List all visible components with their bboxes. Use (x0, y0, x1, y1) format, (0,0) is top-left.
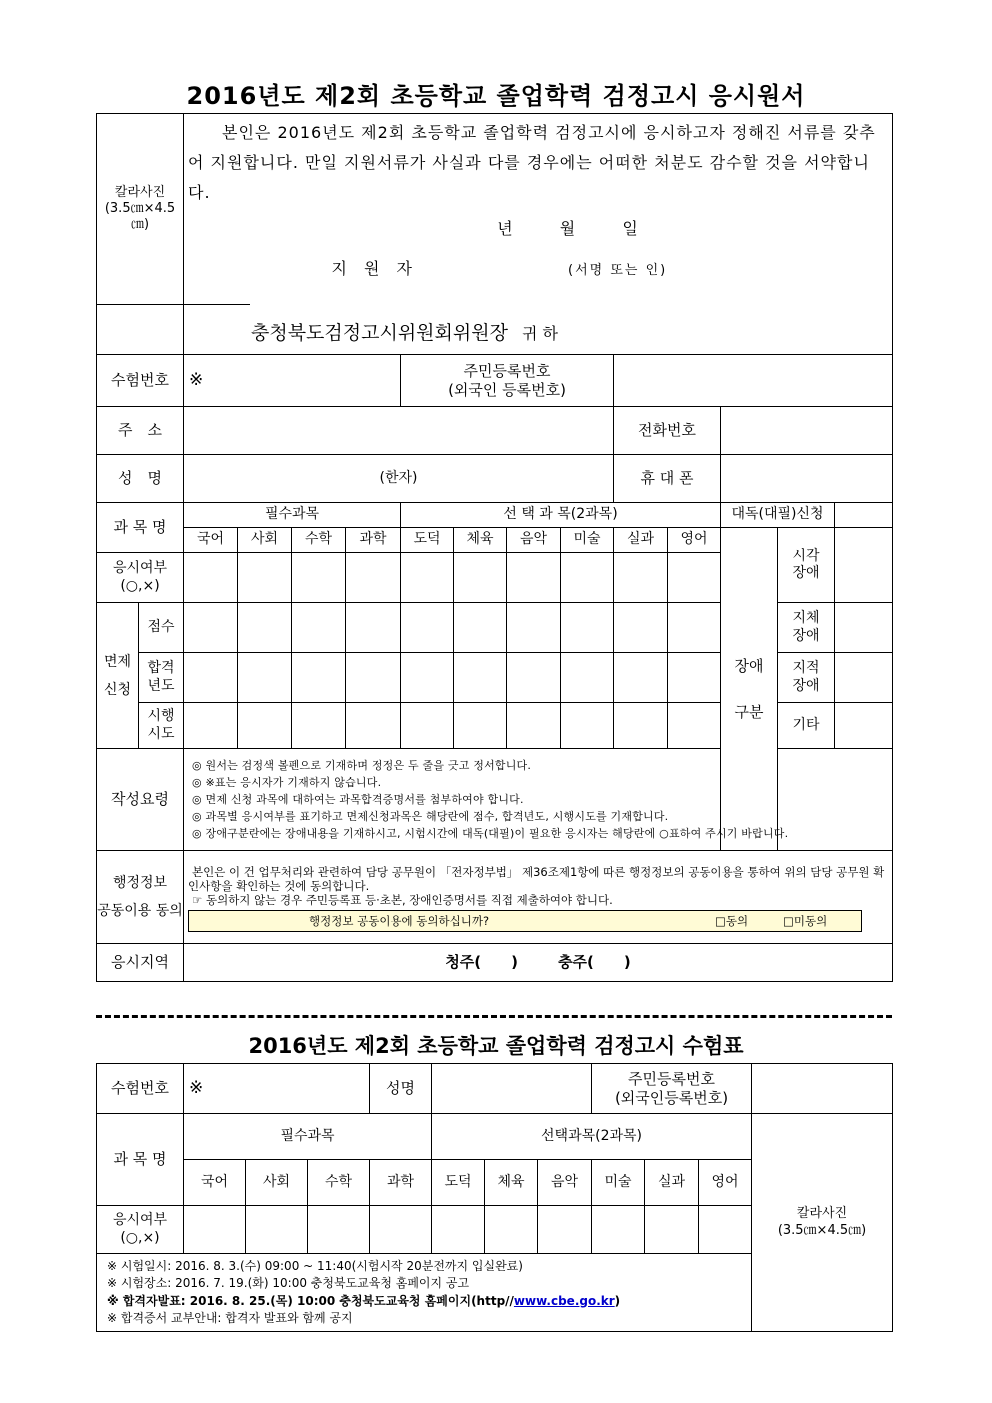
disability-group-l1: 장애 (734, 657, 764, 675)
taking-cell[interactable] (454, 553, 507, 603)
ticket-subject-math: 수학 (308, 1160, 370, 1206)
ticket-taking-cell[interactable] (370, 1206, 432, 1254)
score-cell[interactable] (561, 603, 614, 653)
info-result-text: ※ 합격자발표: 2016. 8. 25.(목) 10:00 충청북도교육청 홈페이지(http// (107, 1293, 514, 1308)
ticket-subject-korean: 국어 (184, 1160, 246, 1206)
disability-intellectual-l1: 지적 (792, 660, 820, 676)
required-label: 필수과목 (184, 503, 401, 528)
ticket-taking-l1: 응시여부 (112, 1212, 168, 1228)
date-line: 년 월 일 (497, 219, 639, 238)
ticket-subject-label: 과 목 명 (97, 1114, 184, 1206)
score-cell[interactable] (401, 603, 454, 653)
ticket-subject-ethics: 도덕 (432, 1160, 485, 1206)
admin-info-label (97, 851, 184, 944)
admin-info-section (184, 851, 893, 944)
province-cell[interactable] (454, 703, 507, 749)
score-label: 점수 (139, 603, 184, 653)
ticket-taking-cell[interactable] (538, 1206, 592, 1254)
ticket-exam-no-label: 수험번호 (97, 1064, 184, 1114)
guideline-item: ◎ 면제 신청 과목에 대하여는 과목합격증명서를 첨부하여야 합니다. (192, 793, 524, 806)
info-certificate: ※ 합격증서 교부안내: 합격자 발표와 함께 공지 (107, 1311, 353, 1325)
ticket-taking-cell[interactable] (184, 1206, 246, 1254)
score-cell[interactable] (454, 603, 507, 653)
address-field[interactable] (184, 407, 614, 455)
exam-ticket-table (96, 1063, 893, 1332)
guidelines-label: 작성요령 (97, 749, 184, 851)
subject-art: 미술 (561, 528, 614, 553)
photo-size: (3.5㎝×4.5㎝) (104, 200, 176, 233)
ticket-title: 2016년도 제2회 초등학교 졸업학력 검정고시 수험표 (248, 1034, 744, 1058)
info-url-link[interactable]: www.cbe.go.kr (513, 1293, 615, 1308)
disability-physical-l1: 지체 (792, 610, 820, 626)
honorific: 귀 하 (521, 324, 558, 343)
ticket-subject-music: 음악 (538, 1160, 592, 1206)
addressee-line (251, 318, 558, 345)
province-cell[interactable] (668, 703, 721, 749)
pass-year-label (139, 653, 184, 703)
disability-header: 대독(대필)신청 (721, 503, 835, 528)
photo-label: 칼라사진 (114, 184, 166, 200)
province-cell[interactable] (292, 703, 346, 749)
pass-year-cell[interactable] (238, 653, 292, 703)
guideline-item: ◎ ※표는 응시자가 기재하지 않습니다. (192, 776, 382, 789)
taking-cell[interactable] (346, 553, 401, 603)
pass-year-cell[interactable] (668, 653, 721, 703)
taking-cell[interactable] (614, 553, 668, 603)
resident-no-field[interactable] (614, 355, 893, 407)
info-result (107, 1293, 741, 1311)
province-cell[interactable] (238, 703, 292, 749)
phone-label: 전화번호 (614, 407, 721, 455)
sign-note: (서명 또는 인) (568, 263, 668, 278)
ticket-required-label: 필수과목 (184, 1114, 432, 1160)
mobile-field[interactable] (721, 455, 893, 503)
ticket-taking-cell[interactable] (645, 1206, 699, 1254)
info-url-close: ) (614, 1293, 621, 1308)
application-form-table (96, 113, 893, 982)
pass-year-cell[interactable] (507, 653, 561, 703)
ticket-photo-box (752, 1114, 893, 1332)
subject-korean: 국어 (184, 528, 238, 553)
score-cell[interactable] (346, 603, 401, 653)
exempt-label (97, 603, 139, 749)
disability-visual-check[interactable] (835, 528, 893, 603)
ticket-taking-cell[interactable] (246, 1206, 308, 1254)
ticket-subject-social: 사회 (246, 1160, 308, 1206)
subject-ethics: 도덕 (401, 528, 454, 553)
ticket-subject-practical: 실과 (645, 1160, 699, 1206)
disability-intellectual-check[interactable] (835, 653, 893, 703)
taking-l1: 응시여부 (112, 560, 168, 576)
info-exam-date: ※ 시험일시: 2016. 8. 3.(수) 09:00 ~ 11:40(시험시작 20분전까지 입실완료) (107, 1258, 523, 1273)
score-cell[interactable] (184, 603, 238, 653)
ticket-subject-art: 미술 (592, 1160, 645, 1206)
pledge-text: 본인은 2016년도 제2회 초등학교 졸업학력 검정고시에 응시하고자 정해진 서류를 갖추어 지원합니다. 만일 지원서류가 사실과 다를 경우에는 어떠한 처분도 감수할 것을 서약합니다. (188, 123, 876, 202)
admin-info-l2: 공동이용 동의 (97, 903, 183, 919)
province-cell[interactable] (561, 703, 614, 749)
ticket-taking-cell[interactable] (592, 1206, 645, 1254)
photo-box-bottom (97, 305, 184, 355)
elective-label: 선 택 과 목(2과목) (401, 503, 721, 528)
info-exam-place: ※ 시험장소: 2016. 7. 19.(화) 10:00 충청북도교육청 홈페이지 공고 (107, 1276, 470, 1290)
resident-no-text: 주민등록번호 (463, 361, 551, 380)
admin-info-text: 본인은 이 건 업무처리와 관련하여 담당 공무원이 「전자정부법」 제36조제1항에 따른 행정정보의 공동이용을 통하여 위의 담당 공무원 확인사항을 확인하는 것에 동의합니다. (188, 864, 885, 893)
agree-checkbox[interactable]: □동의 (715, 913, 749, 928)
disability-group-l2: 구분 (734, 703, 764, 721)
subject-social: 사회 (238, 528, 292, 553)
disability-visual-l2: 장애 (792, 565, 820, 581)
pass-year-cell[interactable] (346, 653, 401, 703)
taking-l2: (○,×) (120, 577, 160, 594)
exam-no-field: ※ (184, 355, 401, 407)
foreign-no-text: (외국인 등록번호) (448, 380, 566, 399)
address-label: 주 소 (97, 407, 184, 455)
taking-cell[interactable] (401, 553, 454, 603)
ticket-taking-cell[interactable] (485, 1206, 538, 1254)
ticket-taking-cell[interactable] (308, 1206, 370, 1254)
photo-box (97, 114, 184, 305)
subject-pe: 체육 (454, 528, 507, 553)
score-cell[interactable] (507, 603, 561, 653)
ticket-subject-science: 과학 (370, 1160, 432, 1206)
exam-no-label: 수험번호 (97, 355, 184, 407)
province-cell[interactable] (184, 703, 238, 749)
guideline-item: ◎ 과목별 응시여부를 표기하고 면제신청과목은 해당란에 점수, 합격년도, 시행시도를 기재합니다. (192, 810, 669, 823)
addressee: 충청북도검정고시위원회위원장 (251, 322, 508, 344)
taking-cell[interactable] (292, 553, 346, 603)
disability-physical-check[interactable] (835, 603, 893, 653)
disability-physical-l2: 장애 (792, 627, 820, 644)
ticket-exam-no-field: ※ (184, 1064, 370, 1114)
guideline-item: ◎ 원서는 검정색 볼펜으로 기재하며 정정은 두 줄을 긋고 정서합니다. (192, 759, 532, 772)
disability-physical (778, 603, 835, 653)
disability-visual-l1: 시각 (792, 547, 820, 564)
admin-info-note: ☞ 동의하지 않는 경우 주민등록표 등·초본, 장애인증명서를 직접 제출하여야 합니다. (192, 892, 613, 907)
taking-label (97, 553, 184, 603)
pass-year-cell[interactable] (401, 653, 454, 703)
pass-year-cell[interactable] (614, 653, 668, 703)
disability-other: 기타 (778, 703, 835, 749)
subject-english: 영어 (668, 528, 721, 553)
ticket-taking-cell[interactable] (432, 1206, 485, 1254)
ticket-resident-field[interactable] (752, 1064, 893, 1114)
consent-question: 행정정보 공동이용에 동의하십니까? (309, 913, 490, 928)
province-cell[interactable] (346, 703, 401, 749)
region-label: 응시지역 (97, 944, 184, 982)
ticket-resident-l2: (외국인등록번호) (614, 1088, 729, 1107)
subject-label: 과 목 명 (97, 503, 184, 553)
taking-cell[interactable] (668, 553, 721, 603)
ticket-subject-english: 영어 (699, 1160, 752, 1206)
region-cheongju[interactable]: 청주( ) (445, 953, 519, 972)
subject-math: 수학 (292, 528, 346, 553)
ticket-name-field[interactable] (432, 1064, 592, 1114)
taking-cell[interactable] (561, 553, 614, 603)
ticket-taking-label (97, 1206, 184, 1254)
disagree-checkbox[interactable]: □미동의 (783, 913, 828, 928)
province-cell[interactable] (507, 703, 561, 749)
score-cell[interactable] (668, 603, 721, 653)
applicant-label: 지 원 자 (331, 259, 419, 278)
disability-intellectual (778, 653, 835, 703)
score-cell[interactable] (614, 603, 668, 653)
taking-cell[interactable] (184, 553, 238, 603)
disability-visual (778, 528, 835, 603)
ticket-resident-label (592, 1064, 752, 1114)
score-cell[interactable] (292, 603, 346, 653)
pass-year-l1: 합격 (147, 660, 175, 676)
region-options (184, 944, 893, 982)
cut-line (96, 1015, 892, 1018)
subject-science: 과학 (346, 528, 401, 553)
disability-other-check[interactable] (835, 703, 893, 749)
disability-header-blank (835, 503, 893, 528)
province-l2: 시도 (147, 725, 175, 742)
province-cell[interactable] (401, 703, 454, 749)
exempt-l2: 신청 (103, 681, 132, 698)
pass-year-cell[interactable] (184, 653, 238, 703)
resident-no-label (401, 355, 614, 407)
taking-cell[interactable] (507, 553, 561, 603)
ticket-resident-l1: 주민등록번호 (628, 1069, 715, 1088)
consent-box (188, 910, 862, 932)
taking-cell[interactable] (238, 553, 292, 603)
ticket-taking-cell[interactable] (699, 1206, 752, 1254)
province-cell[interactable] (614, 703, 668, 749)
ticket-name-label: 성명 (370, 1064, 432, 1114)
subject-practical: 실과 (614, 528, 668, 553)
region-chungju[interactable]: 충주( ) (558, 953, 631, 972)
ticket-photo-label: 칼라사진 (796, 1206, 848, 1222)
disability-intellectual-l2: 장애 (792, 677, 820, 694)
name-field[interactable]: (한자) (184, 455, 614, 503)
pass-year-l2: 년도 (147, 677, 175, 694)
province-l1: 시행 (147, 708, 175, 724)
ticket-taking-l2: (○,×) (120, 1229, 160, 1246)
pledge-divider (96, 304, 250, 305)
pass-year-cell[interactable] (292, 653, 346, 703)
ticket-subject-pe: 체육 (485, 1160, 538, 1206)
exempt-l1: 면제 (103, 653, 132, 670)
phone-field[interactable] (721, 407, 893, 455)
guidelines-list (184, 749, 893, 851)
score-cell[interactable] (238, 603, 292, 653)
ticket-info (97, 1254, 752, 1332)
pass-year-cell[interactable] (561, 653, 614, 703)
pass-year-cell[interactable] (454, 653, 507, 703)
form-title: 2016년도 제2회 초등학교 졸업학력 검정고시 응시원서 (186, 82, 806, 110)
mobile-label: 휴 대 폰 (614, 455, 721, 503)
province-label (139, 703, 184, 749)
ticket-photo-size: (3.5㎝×4.5㎝) (777, 1222, 867, 1238)
ticket-elective-label: 선택과목(2과목) (432, 1114, 752, 1160)
name-label: 성 명 (97, 455, 184, 503)
guideline-item: ◎ 장애구분란에는 장애내용을 기재하시고, 시험시간에 대독(대필)이 필요한 응시자는 해당란에 ○표하여 주시기 바랍니다. (192, 827, 789, 840)
subject-music: 음악 (507, 528, 561, 553)
admin-info-l1: 행정정보 (112, 875, 168, 891)
